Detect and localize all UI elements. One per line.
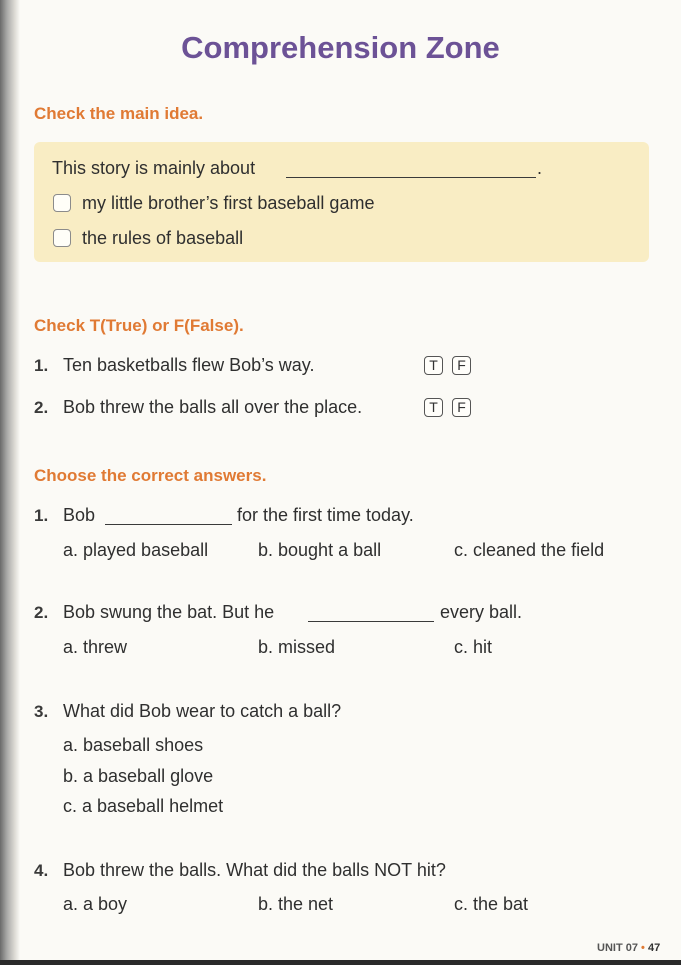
q2-option-b[interactable]: b. missed [258,637,336,657]
q1-text-before: Bob [63,505,96,525]
book-spine-shadow [0,0,20,965]
q4-number: 4. [34,861,49,880]
q2-text-before: Bob swung the bat. But he [63,602,275,622]
q1-option-a[interactable]: a. played baseball [63,540,209,560]
true-false-heading: Check T(True) or F(False). [34,316,244,335]
q3-number: 3. [34,702,49,721]
q1-option-c[interactable]: c. cleaned the field [454,540,605,560]
page-number: 47 [647,942,661,954]
tf-item-1-false-box[interactable]: F [452,356,471,375]
q4-option-c[interactable]: c. the bat [454,894,529,914]
tf-item-1-true-box[interactable]: T [424,356,443,375]
page-title: Comprehension Zone [181,30,500,65]
page-footer [597,942,660,954]
q4-text: Bob threw the balls. What did the balls NOT hit? [63,860,446,880]
footer-separator: • [641,942,645,954]
tf-item-1-number: 1. [34,356,49,375]
q2-blank[interactable] [308,621,434,622]
main-idea-heading: Check the main idea. [34,104,204,123]
page-bottom-edge [0,960,681,965]
main-idea-prompt: This story is mainly about [52,158,256,178]
q3-option-b[interactable]: b. a baseball glove [63,766,214,786]
choose-heading: Choose the correct answers. [34,466,267,485]
q2-option-c[interactable]: c. hit [454,637,493,657]
q3-text: What did Bob wear to catch a ball? [63,701,342,721]
tf-item-1-text: Ten basketballs flew Bob’s way. [63,355,315,375]
tf-item-2-true-box[interactable]: T [424,398,443,417]
main-idea-period: . [537,158,543,178]
q3-option-a[interactable]: a. baseball shoes [63,735,204,755]
q1-blank[interactable] [105,524,232,525]
q1-option-b[interactable]: b. bought a ball [258,540,382,560]
main-idea-blank[interactable] [286,177,536,178]
option-2-label: the rules of baseball [82,228,244,248]
option-2-checkbox[interactable] [53,229,71,247]
option-1-checkbox[interactable] [53,194,71,212]
option-1-label: my little brother’s first baseball game [82,193,375,213]
q4-option-b[interactable]: b. the net [258,894,334,914]
q2-text-after: every ball. [440,602,523,622]
q2-number: 2. [34,603,49,622]
q1-text-after: for the first time today. [237,505,414,525]
q1-number: 1. [34,506,49,525]
q2-option-a[interactable]: a. threw [63,637,128,657]
unit-label: UNIT 07 [597,942,638,954]
tf-item-2-text: Bob threw the balls all over the place. [63,397,363,417]
tf-item-2-false-box[interactable]: F [452,398,471,417]
tf-item-2-number: 2. [34,398,49,417]
q4-option-a[interactable]: a. a boy [63,894,128,914]
q3-option-c[interactable]: c. a baseball helmet [63,796,224,816]
